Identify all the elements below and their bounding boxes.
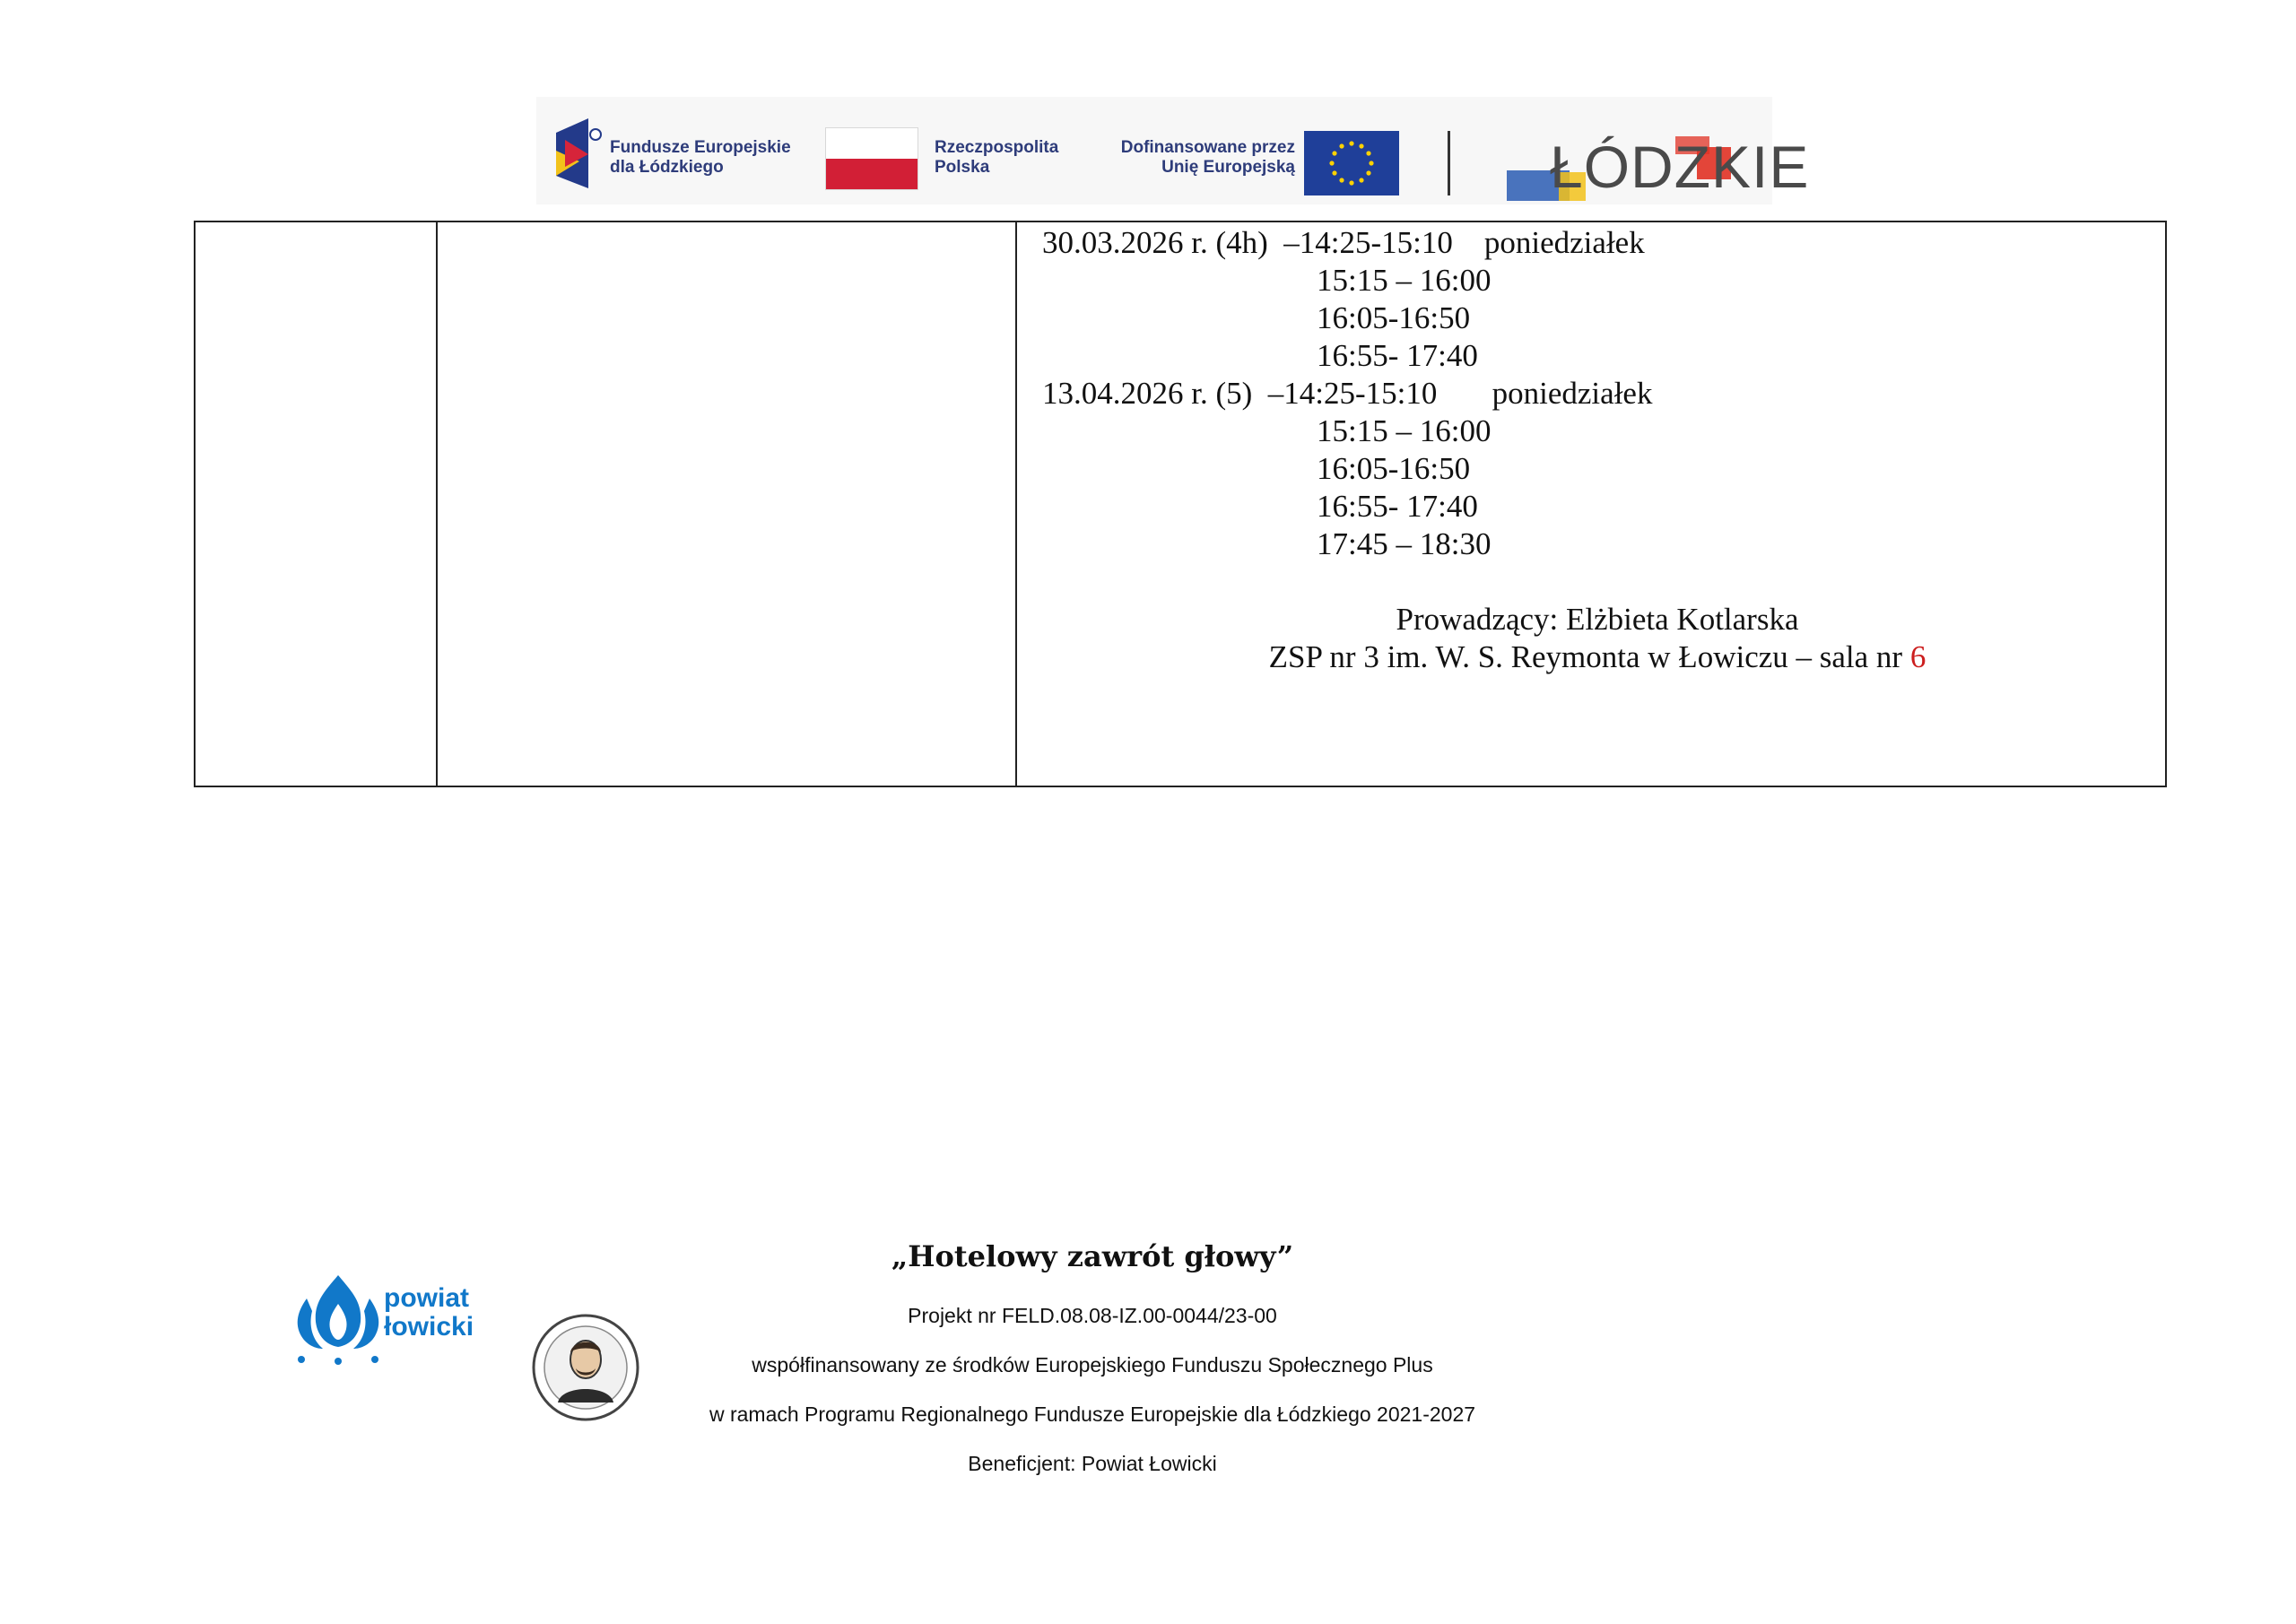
project-title: „Hotelowy zawrót głowy” (891, 1239, 1294, 1273)
project-number: Projekt nr FELD.08.08-IZ.00-0044/23-00 (908, 1304, 1277, 1327)
powiat-label-line-2: łowicki (384, 1312, 474, 1342)
fe-logo-line-1: Fundusze Europejskie (610, 138, 791, 157)
location-text: ZSP nr 3 im. W. S. Reymonta w Łowiczu – sala nr (1268, 639, 1910, 674)
schedule-line-time: 16:05-16:50 (1317, 451, 1471, 486)
fundusze-europejskie-logo-icon (552, 115, 606, 192)
logo-separator (1448, 131, 1450, 195)
eu-cofinanced-label (1100, 138, 1295, 178)
location-line (1030, 638, 2165, 676)
dof-logo-line-2: Unię Europejską (1161, 158, 1295, 177)
eu-flag-icon (1304, 131, 1399, 195)
cofinancing-note: współfinansowany ze środków Europejskiego Funduszu Społecznego Plus (752, 1353, 1433, 1376)
schedule-line-time: 16:55- 17:40 (1317, 489, 1478, 524)
schedule-line-time: 16:05-16:50 (1317, 300, 1471, 335)
instructor-line: Prowadzący: Elżbieta Kotlarska (1396, 602, 1799, 637)
funding-logos-strip (536, 97, 1810, 204)
rzeczpospolita-label (935, 138, 1058, 178)
schedule-line-time: 16:55- 17:40 (1317, 338, 1478, 373)
lodzkie-logo-text: ŁÓDZKIE (1550, 134, 1810, 200)
rp-logo-line-1: Rzeczpospolita (935, 138, 1059, 157)
column-divider-1 (436, 222, 438, 786)
schedule-line-time: 15:15 – 16:00 (1317, 413, 1492, 448)
dof-logo-line-1: Dofinansowane przez (1120, 138, 1295, 157)
powiat-label-line-1: powiat (384, 1283, 469, 1313)
lodzkie-logo (1507, 131, 1810, 203)
poland-flag-icon (825, 127, 918, 190)
schedule-line-time: 17:45 – 18:30 (1317, 526, 1492, 561)
schedule-cell (1030, 222, 2165, 786)
schedule-table (194, 221, 2167, 787)
fundusze-europejskie-label (610, 138, 791, 178)
program-note: w ramach Programu Regionalnego Fundusze Europejskie dla Łódzkiego 2021-2027 (709, 1403, 1476, 1426)
column-divider-2 (1015, 222, 1017, 786)
rp-logo-line-2: Polska (935, 158, 990, 177)
schedule-line-date-1: 30.03.2026 r. (4h) –14:25-15:10 poniedziałek (1042, 225, 1645, 260)
room-number: 6 (1909, 639, 1926, 674)
schedule-line-date-2: 13.04.2026 r. (5) –14:25-15:10 poniedziałek (1042, 376, 1653, 411)
fe-logo-line-2: dla Łódzkiego (610, 158, 724, 177)
schedule-line-time: 15:15 – 16:00 (1317, 263, 1492, 298)
beneficiary-note: Beneficjent: Powiat Łowicki (968, 1452, 1217, 1475)
